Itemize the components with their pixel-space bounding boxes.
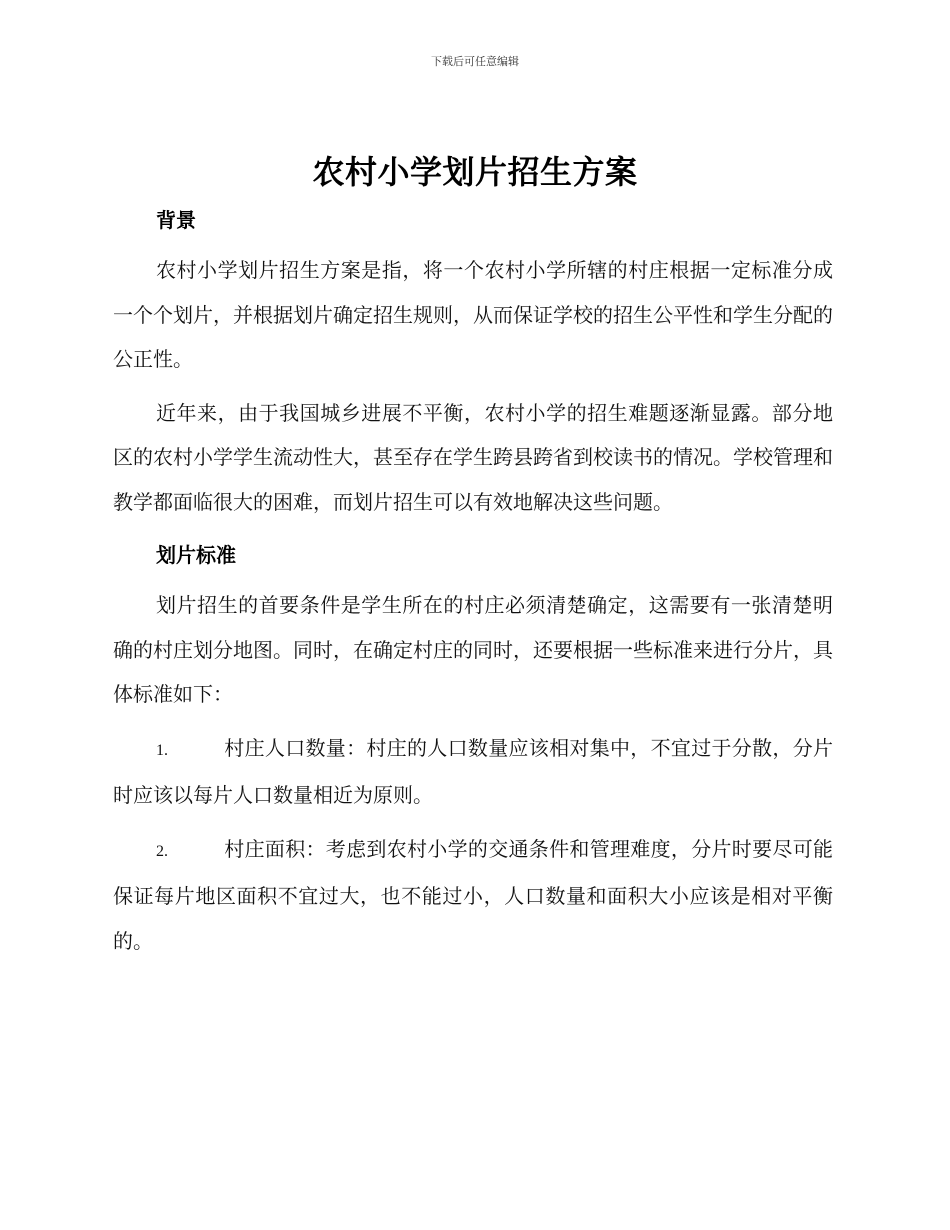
list-text: 村庄面积：考虑到农村小学的交通条件和管理难度，分片时要尽可能保证每片地区面积不宜过大，也不能过小，人口数量和面积大小应该是相对平衡的。: [113, 836, 833, 953]
paragraph-background-1: 农村小学划片招生方案是指，将一个农村小学所辖的村庄根据一定标准分成一个个划片，并根据划片确定招生规则，从而保证学校的招生公平性和学生分配的公正性。: [113, 258, 833, 371]
document-body: [113, 205, 833, 963]
header-note: 下载后可任意编辑: [431, 55, 519, 68]
paragraph-standard-1: 划片招生的首要条件是学生所在的村庄必须清楚确定，这需要有一张清楚明确的村庄划分地图。同时，在确定村庄的同时，还要根据一些标准来进行分片，具体标准如下：: [113, 593, 833, 706]
section-heading-background: 背景: [156, 208, 196, 232]
paragraph-background-2: 近年来，由于我国城乡进展不平衡，农村小学的招生难题逐渐显露。部分地区的农村小学学生流动性大，甚至存在学生跨县跨省到校读书的情况。学校管理和教学都面临很大的困难，而划片招生可以有效地解决这些问题。: [113, 400, 833, 514]
list-item: [113, 827, 833, 964]
list-text: 村庄人口数量：村庄的人口数量应该相对集中，不宜过于分散，分片时应该以每片人口数量相近为原则。: [113, 735, 833, 807]
section-heading-standard: 划片标准: [156, 543, 236, 567]
list-number: 1.: [156, 741, 168, 759]
list-item: [113, 726, 833, 818]
list-number: 2.: [156, 842, 168, 860]
document-title: 农村小学划片招生方案: [312, 153, 638, 191]
